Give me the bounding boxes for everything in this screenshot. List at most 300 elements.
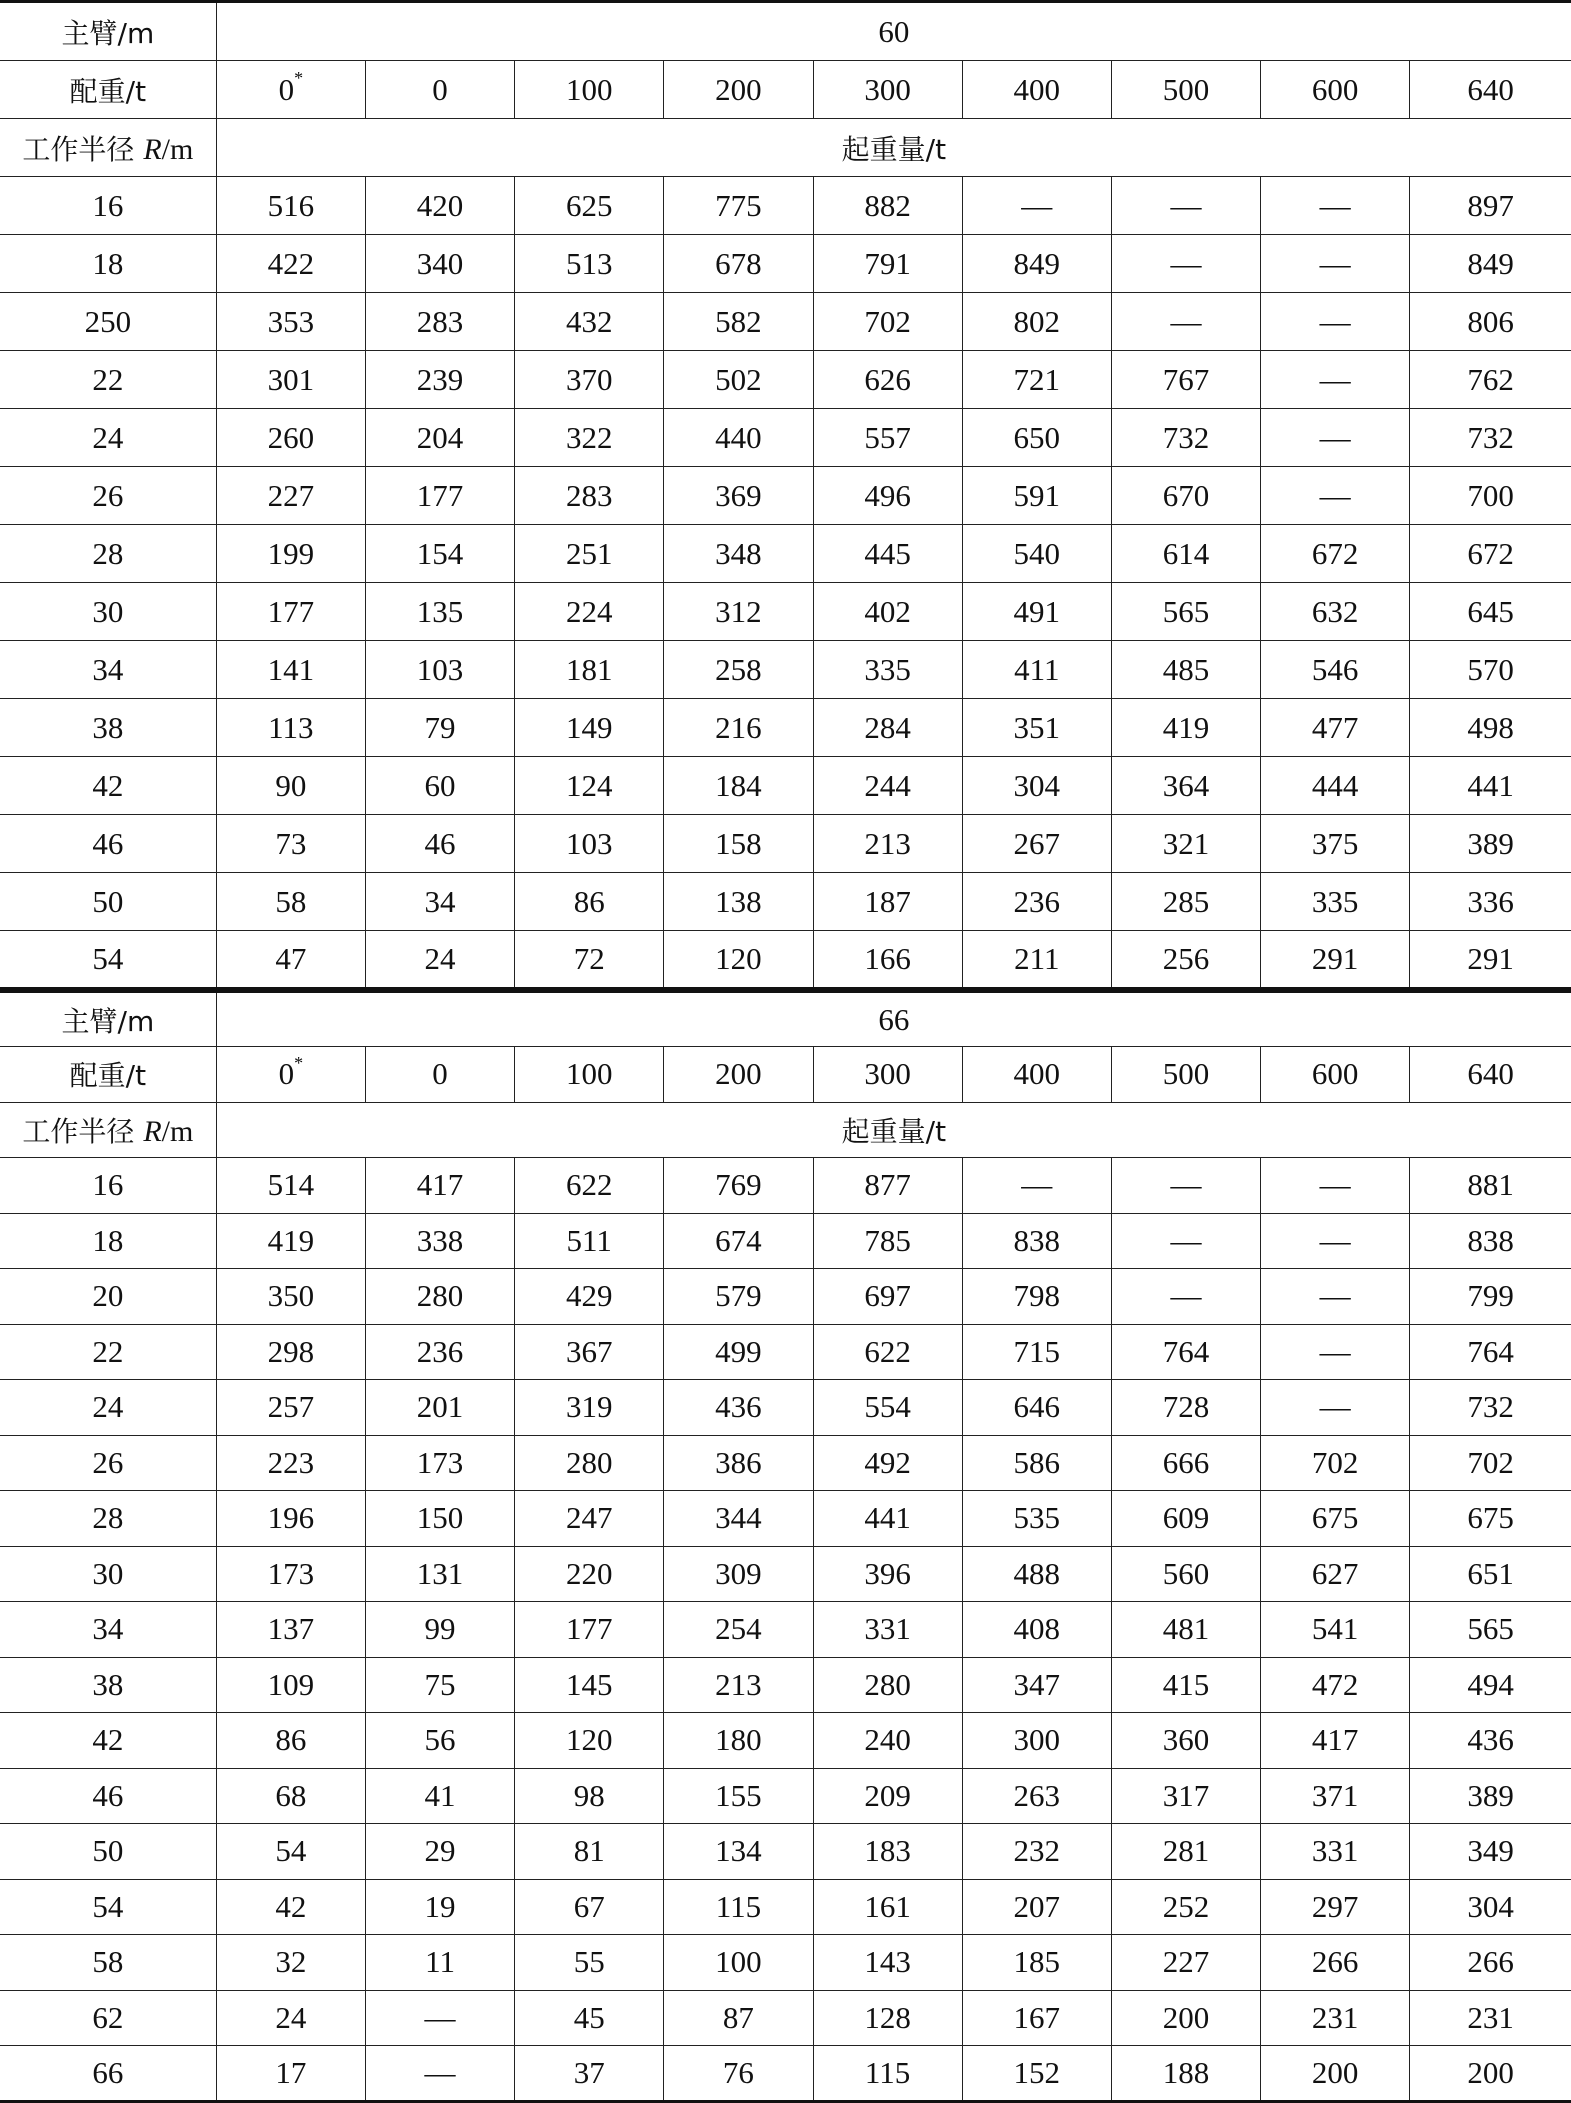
table-row (0, 177, 1571, 235)
capacity-cell: 260 (216, 409, 365, 467)
counterweight-value-text: 600 (1311, 1056, 1359, 1092)
capacity-cell: 56 (365, 1713, 514, 1769)
capacity-cell: 317 (1111, 1768, 1260, 1824)
footnote-mark: * (294, 68, 304, 89)
capacity-cell: 799 (1410, 1269, 1571, 1325)
capacity-cell: 331 (813, 1602, 962, 1658)
capacity-cell: 247 (515, 1491, 664, 1547)
table-row (0, 1213, 1571, 1269)
radius-cell: 22 (0, 1324, 216, 1380)
capacity-cell: 254 (664, 1602, 813, 1658)
capacity-cell: 24 (216, 1990, 365, 2046)
radius-unit: /m (161, 1114, 194, 1148)
capacity-cell: 436 (1410, 1713, 1571, 1769)
table-row (0, 1935, 1571, 1991)
capacity-cell: — (962, 177, 1111, 235)
table-row (0, 409, 1571, 467)
counterweight-row (0, 1047, 1571, 1103)
capacity-cell: 535 (962, 1491, 1111, 1547)
capacity-cell: 429 (515, 1269, 664, 1325)
capacity-cell: 304 (1410, 1879, 1571, 1935)
capacity-cell: 762 (1410, 351, 1571, 409)
capacity-cell: 46 (365, 815, 514, 873)
boom-length-value: 60 (216, 2, 1571, 61)
capacity-cell: 672 (1261, 525, 1410, 583)
counterweight-value (664, 61, 813, 119)
radius-cell: 20 (0, 1269, 216, 1325)
capacity-cell: 232 (962, 1824, 1111, 1880)
capacity-cell: 213 (813, 815, 962, 873)
capacity-cell: 319 (515, 1380, 664, 1436)
capacity-cell: 386 (664, 1435, 813, 1491)
capacity-cell: — (1111, 177, 1260, 235)
counterweight-value (1410, 61, 1571, 119)
radius-cell: 18 (0, 235, 216, 293)
capacity-cell: 420 (365, 177, 514, 235)
capacity-cell: 672 (1410, 525, 1571, 583)
capacity-cell: 115 (813, 2046, 962, 2102)
capacity-cell: 389 (1410, 815, 1571, 873)
capacity-cell: 408 (962, 1602, 1111, 1658)
table-row (0, 1435, 1571, 1491)
capacity-cell: 375 (1261, 815, 1410, 873)
counterweight-value-text: 400 (1013, 71, 1061, 107)
capacity-cell: 702 (813, 293, 962, 351)
capacity-cell: 120 (515, 1713, 664, 1769)
capacity-cell: 767 (1111, 351, 1260, 409)
capacity-cell: 514 (216, 1158, 365, 1214)
capacity-cell: 516 (216, 177, 365, 235)
capacity-cell: 200 (1261, 2046, 1410, 2102)
capacity-cell: 402 (813, 583, 962, 641)
capacity-cell: 103 (515, 815, 664, 873)
capacity-cell: 417 (1261, 1713, 1410, 1769)
capacity-cell: 560 (1111, 1546, 1260, 1602)
radius-cell: 22 (0, 351, 216, 409)
capacity-cell: 732 (1111, 409, 1260, 467)
counterweight-label: 配重/t (0, 61, 216, 119)
capacity-cell: 838 (962, 1213, 1111, 1269)
table-row (0, 931, 1571, 989)
capacity-cell: 216 (664, 699, 813, 757)
counterweight-value-text: 600 (1311, 71, 1359, 107)
capacity-cell: 55 (515, 1935, 664, 1991)
capacity-cell: 702 (1261, 1435, 1410, 1491)
capacity-cell: 485 (1111, 641, 1260, 699)
capacity-cell: 283 (365, 293, 514, 351)
capacity-cell: 86 (216, 1713, 365, 1769)
capacity-cell: 646 (962, 1380, 1111, 1436)
capacity-cell: 502 (664, 351, 813, 409)
capacity-cell: 496 (813, 467, 962, 525)
load-chart-table-boom-60 (0, 0, 1571, 990)
capacity-cell: 263 (962, 1768, 1111, 1824)
table-row (0, 1990, 1571, 2046)
capacity-cell: 344 (664, 1491, 813, 1547)
capacity-cell: 678 (664, 235, 813, 293)
counterweight-value-text: 0 (432, 1056, 448, 1092)
capacity-cell: 422 (216, 235, 365, 293)
capacity-cell: 141 (216, 641, 365, 699)
capacity-cell: 721 (962, 351, 1111, 409)
capacity-cell: 204 (365, 409, 514, 467)
radius-cell: 38 (0, 1657, 216, 1713)
capacity-cell: 161 (813, 1879, 962, 1935)
counterweight-value (664, 1047, 813, 1103)
counterweight-value (216, 61, 365, 119)
capacity-cell: 98 (515, 1768, 664, 1824)
radius-cell: 18 (0, 1213, 216, 1269)
capacity-cell: 252 (1111, 1879, 1260, 1935)
capacity-cell: 419 (216, 1213, 365, 1269)
radius-cell: 30 (0, 583, 216, 641)
capacity-cell: 472 (1261, 1657, 1410, 1713)
table-row (0, 1324, 1571, 1380)
table-row (0, 1491, 1571, 1547)
capacity-cell: — (1261, 467, 1410, 525)
capacity-cell: 335 (1261, 873, 1410, 931)
radius-cell: 58 (0, 1935, 216, 1991)
capacity-cell: 42 (216, 1879, 365, 1935)
capacity-cell: 477 (1261, 699, 1410, 757)
capacity-cell: 67 (515, 1879, 664, 1935)
capacity-cell: 239 (365, 351, 514, 409)
table-row (0, 293, 1571, 351)
capacity-cell: 441 (813, 1491, 962, 1547)
capacity-cell: 732 (1410, 1380, 1571, 1436)
capacity-cell: 181 (515, 641, 664, 699)
radius-cell: 34 (0, 1602, 216, 1658)
boom-length-label: 主臂/m (0, 992, 216, 1047)
capacity-cell: 651 (1410, 1546, 1571, 1602)
capacity-cell: 188 (1111, 2046, 1260, 2102)
counterweight-row (0, 61, 1571, 119)
capacity-cell: 436 (664, 1380, 813, 1436)
capacity-cell: 494 (1410, 1657, 1571, 1713)
table-row (0, 1158, 1571, 1214)
capacity-cell: 360 (1111, 1713, 1260, 1769)
capacity-cell: 152 (962, 2046, 1111, 2102)
capacity-cell: 419 (1111, 699, 1260, 757)
capacity-cell: 625 (515, 177, 664, 235)
counterweight-value-text: 0 (278, 1056, 295, 1092)
capacity-cell: 76 (664, 2046, 813, 2102)
capacity-cell: 109 (216, 1657, 365, 1713)
capacity-cell: — (1261, 1213, 1410, 1269)
capacity-cell: 481 (1111, 1602, 1260, 1658)
capacity-cell: 34 (365, 873, 514, 931)
counterweight-label: 配重/t (0, 1047, 216, 1103)
table-row (0, 1824, 1571, 1880)
capacity-cell: 211 (962, 931, 1111, 989)
capacity-cell: 444 (1261, 757, 1410, 815)
radius-cell: 28 (0, 1491, 216, 1547)
capacity-cell: 24 (365, 931, 514, 989)
capacity-cell: 103 (365, 641, 514, 699)
capacity-cell: 37 (515, 2046, 664, 2102)
capacity-cell: 417 (365, 1158, 514, 1214)
capacity-cell: 897 (1410, 177, 1571, 235)
capacity-cell: 511 (515, 1213, 664, 1269)
capacity-cell: 700 (1410, 467, 1571, 525)
capacity-cell: 715 (962, 1324, 1111, 1380)
capacity-cell: 546 (1261, 641, 1410, 699)
capacity-cell: 440 (664, 409, 813, 467)
radius-cell: 38 (0, 699, 216, 757)
capacity-cell: 231 (1410, 1990, 1571, 2046)
capacity-cell: 99 (365, 1602, 514, 1658)
capacity-cell: 301 (216, 351, 365, 409)
counterweight-value-text: 500 (1162, 71, 1210, 107)
capacity-cell: 75 (365, 1657, 514, 1713)
counterweight-value-text: 640 (1467, 71, 1514, 107)
capacity-cell: 441 (1410, 757, 1571, 815)
capacity-cell: 201 (365, 1380, 514, 1436)
radius-cell: 46 (0, 815, 216, 873)
radius-cell: 50 (0, 873, 216, 931)
radius-cell: 34 (0, 641, 216, 699)
capacity-cell: 32 (216, 1935, 365, 1991)
capacity-cell: 280 (813, 1657, 962, 1713)
capacity-cell: 627 (1261, 1546, 1410, 1602)
capacity-cell: — (962, 1158, 1111, 1214)
capacity-cell: 209 (813, 1768, 962, 1824)
capacity-cell: 200 (1111, 1990, 1260, 2046)
capacity-cell: 177 (515, 1602, 664, 1658)
capacity-cell: 785 (813, 1213, 962, 1269)
capacity-cell: 775 (664, 177, 813, 235)
capacity-cell: 173 (216, 1546, 365, 1602)
header-row (0, 1102, 1571, 1158)
capacity-cell: 60 (365, 757, 514, 815)
capacity-cell: 283 (515, 467, 664, 525)
capacity-cell: 591 (962, 467, 1111, 525)
capacity-cell: 769 (664, 1158, 813, 1214)
capacity-cell: 220 (515, 1546, 664, 1602)
capacity-cell: 285 (1111, 873, 1260, 931)
capacity-cell: 227 (1111, 1935, 1260, 1991)
capacity-cell: 11 (365, 1935, 514, 1991)
counterweight-value-text: 640 (1467, 1056, 1514, 1092)
capacity-cell: 492 (813, 1435, 962, 1491)
capacity-cell: 184 (664, 757, 813, 815)
capacity-cell: 258 (664, 641, 813, 699)
footnote-mark: * (294, 1052, 304, 1073)
capacity-cell: 224 (515, 583, 664, 641)
capacity-cell: — (1261, 1380, 1410, 1436)
capacity-cell: 143 (813, 1935, 962, 1991)
capacity-cell: 115 (664, 1879, 813, 1935)
counterweight-value-text: 100 (565, 71, 613, 107)
capacity-cell: 349 (1410, 1824, 1571, 1880)
capacity-cell: 347 (962, 1657, 1111, 1713)
capacity-cell: 491 (962, 583, 1111, 641)
capacity-cell: — (1261, 235, 1410, 293)
capacity-cell: 351 (962, 699, 1111, 757)
capacity-cell: — (1261, 177, 1410, 235)
table-row (0, 1546, 1571, 1602)
capacity-cell: — (1111, 293, 1260, 351)
counterweight-value-text: 0 (432, 71, 448, 107)
capacity-cell: — (1261, 351, 1410, 409)
radius-cell: 16 (0, 177, 216, 235)
counterweight-value (365, 61, 514, 119)
radius-cell: 54 (0, 1879, 216, 1935)
capacity-cell: 849 (1410, 235, 1571, 293)
capacity-cell: 348 (664, 525, 813, 583)
capacity-cell: 134 (664, 1824, 813, 1880)
capacity-cell: 565 (1410, 1602, 1571, 1658)
capacity-cell: — (1111, 1213, 1260, 1269)
capacity-cell: 137 (216, 1602, 365, 1658)
capacity-cell: 29 (365, 1824, 514, 1880)
capacity-cell: 732 (1410, 409, 1571, 467)
counterweight-value (1410, 1047, 1571, 1103)
capacity-cell: 266 (1261, 1935, 1410, 1991)
capacity-cell: 223 (216, 1435, 365, 1491)
counterweight-value-text: 500 (1162, 1056, 1210, 1092)
capacity-cell: 670 (1111, 467, 1260, 525)
table-row (0, 2046, 1571, 2102)
capacity-cell: 554 (813, 1380, 962, 1436)
capacity-cell: 364 (1111, 757, 1260, 815)
counterweight-value-text: 0 (278, 71, 295, 107)
capacity-cell: — (1261, 1158, 1410, 1214)
capacity-cell: 154 (365, 525, 514, 583)
capacity-cell: 340 (365, 235, 514, 293)
counterweight-value (365, 1047, 514, 1103)
capacity-cell: 128 (813, 1990, 962, 2046)
radius-cell: 66 (0, 2046, 216, 2102)
table-body (0, 992, 1571, 2102)
radius-symbol: R (143, 132, 162, 166)
capacity-cell: 609 (1111, 1491, 1260, 1547)
table-row (0, 1713, 1571, 1769)
counterweight-value-text: 200 (715, 1056, 762, 1092)
capacity-cell: 728 (1111, 1380, 1260, 1436)
capacity-cell: 207 (962, 1879, 1111, 1935)
capacity-cell: 280 (515, 1435, 664, 1491)
capacity-cell: 350 (216, 1269, 365, 1325)
capacity-cell: 675 (1261, 1491, 1410, 1547)
capacity-cell: 513 (515, 235, 664, 293)
table-row (0, 467, 1571, 525)
header-row (0, 119, 1571, 177)
capacity-cell: — (1111, 1158, 1260, 1214)
capacity-cell: 138 (664, 873, 813, 931)
counterweight-value (515, 1047, 664, 1103)
capacity-cell: 353 (216, 293, 365, 351)
capacity-cell: — (1261, 409, 1410, 467)
counterweight-value-text: 400 (1013, 1056, 1061, 1092)
capacity-cell: 196 (216, 1491, 365, 1547)
capacity-cell: 674 (664, 1213, 813, 1269)
boom-length-row (0, 2, 1571, 61)
capacity-cell: 570 (1410, 641, 1571, 699)
capacity-cell: — (1111, 1269, 1260, 1325)
radius-cell: 50 (0, 1824, 216, 1880)
capacity-cell: 199 (216, 525, 365, 583)
counterweight-value-text: 200 (715, 71, 762, 107)
capacity-cell: 149 (515, 699, 664, 757)
capacity-cell: 68 (216, 1768, 365, 1824)
capacity-cell: 389 (1410, 1768, 1571, 1824)
capacity-cell: 764 (1410, 1324, 1571, 1380)
capacity-cell: 415 (1111, 1657, 1260, 1713)
capacity-cell: 586 (962, 1435, 1111, 1491)
capacity-cell: 113 (216, 699, 365, 757)
table-row (0, 1602, 1571, 1658)
table-row (0, 351, 1571, 409)
capacity-cell: 791 (813, 235, 962, 293)
table-body (0, 2, 1571, 989)
capacity-cell: 47 (216, 931, 365, 989)
capacity-cell: 90 (216, 757, 365, 815)
table-row (0, 1879, 1571, 1935)
radius-cell: 54 (0, 931, 216, 989)
radius-cell: 62 (0, 1990, 216, 2046)
table-row (0, 583, 1571, 641)
radius-cell: 24 (0, 1380, 216, 1436)
capacity-cell: 565 (1111, 583, 1260, 641)
capacity-cell: 369 (664, 467, 813, 525)
capacity-cell: 100 (664, 1935, 813, 1991)
capacity-cell: 236 (962, 873, 1111, 931)
capacity-cell: 135 (365, 583, 514, 641)
capacity-cell: 626 (813, 351, 962, 409)
capacity-cell: 177 (216, 583, 365, 641)
capacity-cell: 622 (813, 1324, 962, 1380)
table-row (0, 641, 1571, 699)
capacity-cell: 200 (1410, 2046, 1571, 2102)
capacity-cell: 45 (515, 1990, 664, 2046)
counterweight-value (515, 61, 664, 119)
boom-length-row (0, 992, 1571, 1047)
counterweight-value (813, 61, 962, 119)
capacity-cell: 764 (1111, 1324, 1260, 1380)
capacity-cell: 300 (962, 1713, 1111, 1769)
radius-cell: 26 (0, 1435, 216, 1491)
capacity-cell: 336 (1410, 873, 1571, 931)
capacity-cell: 267 (962, 815, 1111, 873)
counterweight-value (216, 1047, 365, 1103)
capacity-cell: 180 (664, 1713, 813, 1769)
capacity-cell: 338 (365, 1213, 514, 1269)
capacity-cell: 158 (664, 815, 813, 873)
capacity-cell: 371 (1261, 1768, 1410, 1824)
capacity-cell: 675 (1410, 1491, 1571, 1547)
capacity-cell: 19 (365, 1879, 514, 1935)
radius-cell: 46 (0, 1768, 216, 1824)
capacity-cell: 183 (813, 1824, 962, 1880)
radius-cell: 28 (0, 525, 216, 583)
capacity-cell: 882 (813, 177, 962, 235)
capacity-cell: 281 (1111, 1824, 1260, 1880)
capacity-cell: 335 (813, 641, 962, 699)
load-chart-table-boom-66 (0, 990, 1571, 2103)
capacity-cell: 145 (515, 1657, 664, 1713)
capacity-cell: 167 (962, 1990, 1111, 2046)
capacity-cell: 177 (365, 467, 514, 525)
capacity-cell: 798 (962, 1269, 1111, 1325)
capacity-cell: 322 (515, 409, 664, 467)
capacity-cell: 86 (515, 873, 664, 931)
capacity-cell: 185 (962, 1935, 1111, 1991)
capacity-cell: 291 (1261, 931, 1410, 989)
counterweight-value (813, 1047, 962, 1103)
capacity-cell: 244 (813, 757, 962, 815)
table-row (0, 1768, 1571, 1824)
